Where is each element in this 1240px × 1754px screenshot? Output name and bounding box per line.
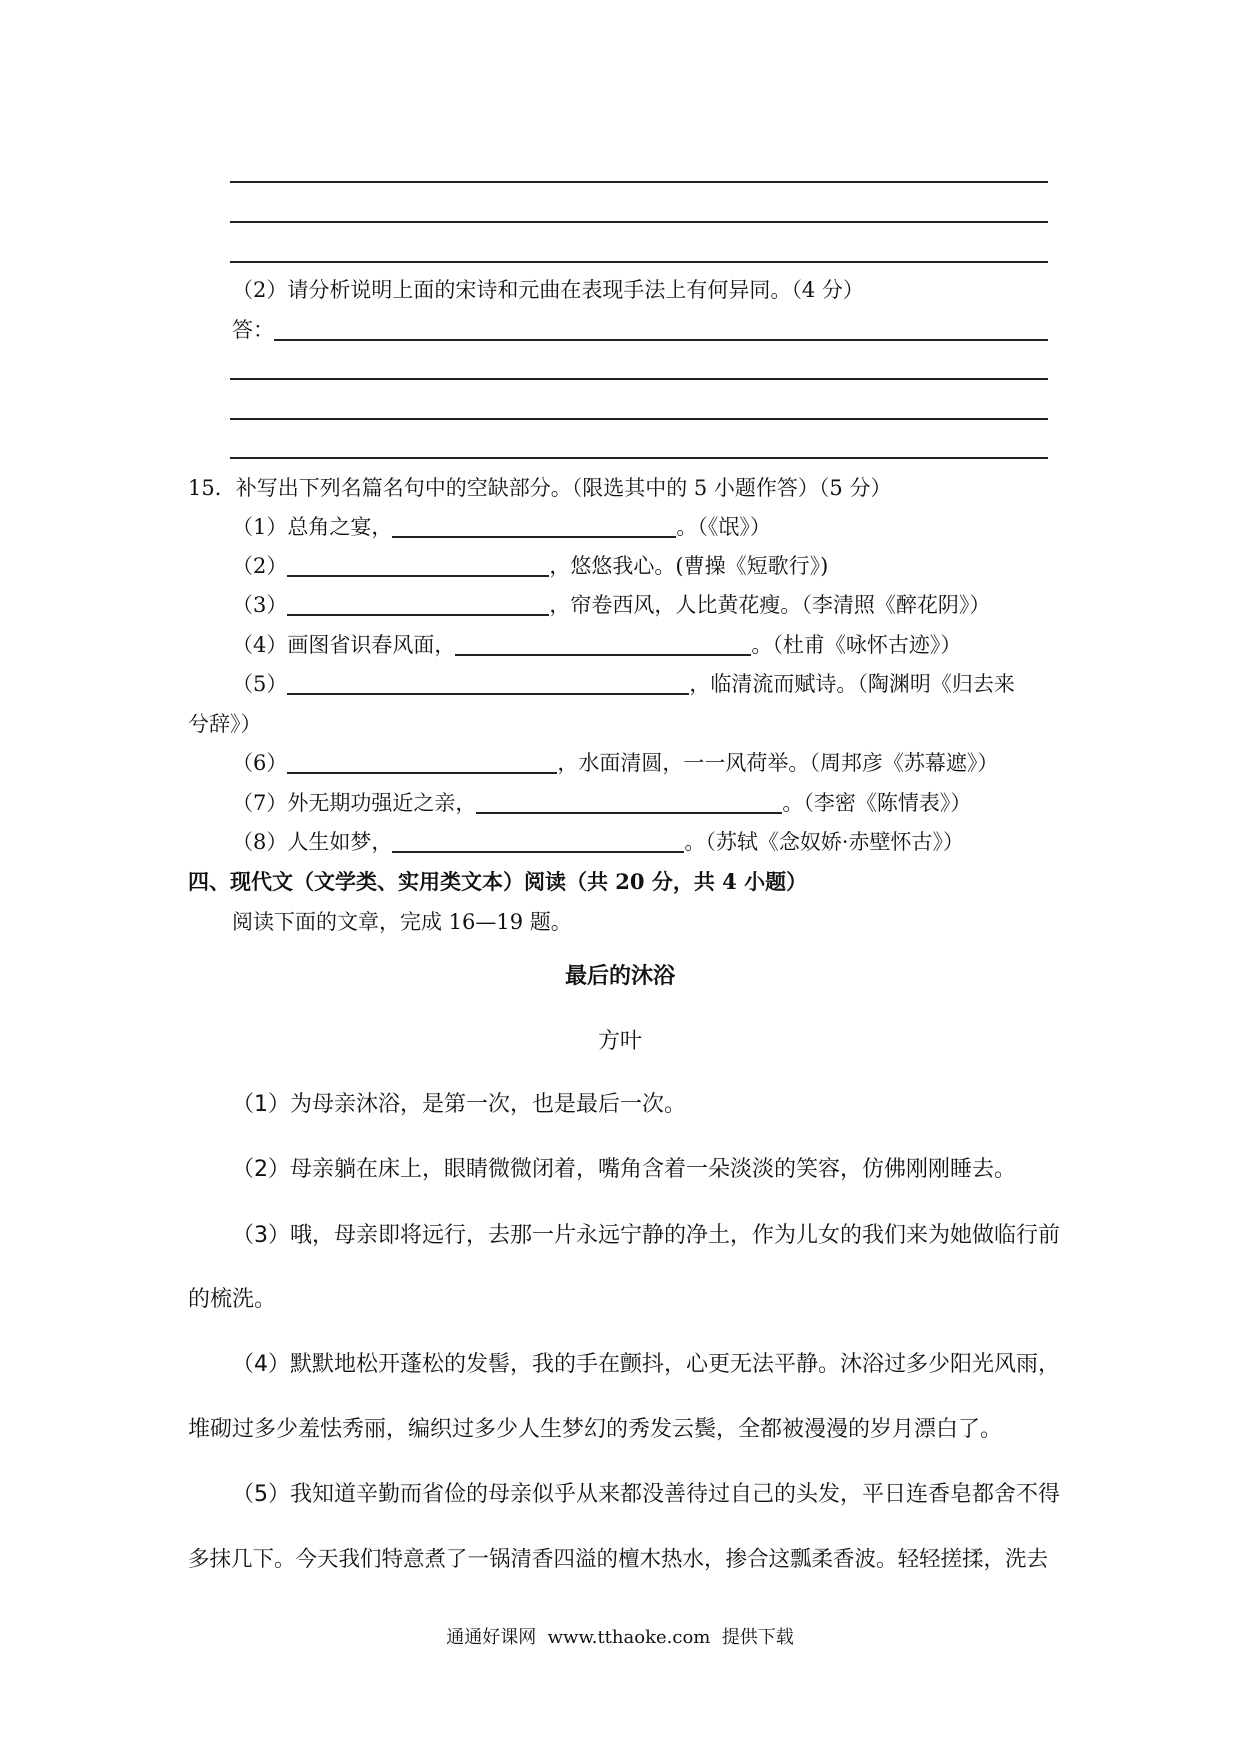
fill-blank[interactable]: [287, 750, 557, 774]
fill-item-suffix: 。（杜甫《咏怀古迹》）: [751, 633, 962, 657]
fill-item-5: [232, 670, 1015, 698]
fill-item-5-continued: 兮辞》）: [188, 712, 262, 736]
answer-line[interactable]: [274, 339, 1048, 341]
answer-label: 答：: [232, 318, 274, 342]
fill-item-suffix: 。（《氓》）: [676, 515, 771, 539]
article-paragraph: （5）我知道辛勤而省俭的母亲似乎从来都没善待过自己的头发，平日连香皂都舍不得: [232, 1482, 1060, 1507]
fill-item-4: [232, 631, 961, 659]
article-paragraph: （3）哦，母亲即将远行，去那一片永远宁静的净土，作为儿女的我们来为她做临行前: [232, 1223, 1060, 1248]
question-15-title: 15．补写出下列名篇名句中的空缺部分。（限选其中的 5 小题作答）（5 分）: [188, 476, 892, 500]
fill-item-prefix: （3）: [232, 593, 288, 617]
fill-item-6: [232, 749, 998, 777]
fill-item-3: [232, 591, 990, 619]
fill-item-2: [232, 552, 828, 580]
question-14-2: （2）请分析说明上面的宋诗和元曲在表现手法上有何异同。（4 分）: [232, 278, 864, 302]
answer-line[interactable]: [230, 378, 1048, 380]
answer-line[interactable]: [230, 457, 1048, 459]
answer-line[interactable]: [230, 221, 1048, 223]
fill-item-1: [232, 513, 771, 541]
fill-blank[interactable]: [287, 553, 549, 577]
fill-item-prefix: （7）外无期功强近之亲，: [232, 791, 477, 815]
fill-item-prefix: （4）画图省识春风面，: [232, 633, 456, 657]
article-paragraph-continued: 的梳洗。: [188, 1287, 277, 1312]
fill-blank[interactable]: [392, 514, 676, 538]
section-instruction: 阅读下面的文章，完成 16—19 题。: [232, 910, 572, 934]
fill-blank[interactable]: [476, 790, 782, 814]
fill-item-suffix: ，水面清圆，一一风荷举。（周邦彦《苏幕遮》）: [557, 751, 999, 775]
page-footer: 通通好课网 www.tthaoke.com 提供下载: [446, 1627, 794, 1648]
answer-line[interactable]: [230, 261, 1048, 263]
section-heading: 四、现代文（文学类、实用类文本）阅读（共 20 分，共 4 小题）: [188, 869, 808, 894]
fill-item-prefix: （2）: [232, 554, 288, 578]
fill-item-suffix: 。（李密《陈情表》）: [782, 791, 972, 815]
fill-item-7: [232, 789, 971, 817]
article-title: 最后的沐浴: [564, 964, 675, 989]
article-paragraph-continued: 堆砌过多少羞怯秀丽，编织过多少人生梦幻的秀发云鬓，全都被漫漫的岁月漂白了。: [188, 1417, 1003, 1442]
article-paragraph-continued: 多抹几下。今天我们特意煮了一锅清香四溢的檀木热水，掺合这瓢柔香波。轻轻搓揉，洗去: [188, 1547, 1049, 1572]
fill-blank[interactable]: [455, 632, 751, 656]
article-author: 方叶: [597, 1029, 642, 1054]
answer-line[interactable]: [230, 418, 1048, 420]
fill-item-suffix: ，悠悠我心。(曹操《短歌行》): [549, 554, 829, 578]
fill-item-prefix: （8）人生如梦，: [232, 830, 393, 854]
article-paragraph: （1）为母亲沐浴，是第一次，也是最后一次。: [232, 1092, 686, 1117]
answer-line[interactable]: [230, 181, 1048, 183]
fill-item-suffix: ，临清流而赋诗。（陶渊明《归去来: [689, 672, 1015, 696]
fill-item-8: [232, 828, 964, 856]
fill-item-suffix: 。（苏轼《念奴娇·赤壁怀古》）: [684, 830, 965, 854]
fill-blank[interactable]: [287, 592, 549, 616]
fill-item-suffix: ，帘卷西风，人比黄花瘦。（李清照《醉花阴》）: [549, 593, 991, 617]
article-paragraph: （4）默默地松开蓬松的发髻，我的手在颤抖，心更无法平静。沐浴过多少阳光风雨，: [232, 1352, 1060, 1377]
fill-item-prefix: （6）: [232, 751, 288, 775]
fill-item-prefix: （1）总角之宴，: [232, 515, 393, 539]
fill-item-prefix: （5）: [232, 672, 288, 696]
article-paragraph: （2）母亲躺在床上，眼睛微微闭着，嘴角含着一朵淡淡的笑容，仿佛刚刚睡去。: [232, 1157, 1016, 1182]
fill-blank[interactable]: [392, 829, 684, 853]
fill-blank[interactable]: [287, 671, 689, 695]
